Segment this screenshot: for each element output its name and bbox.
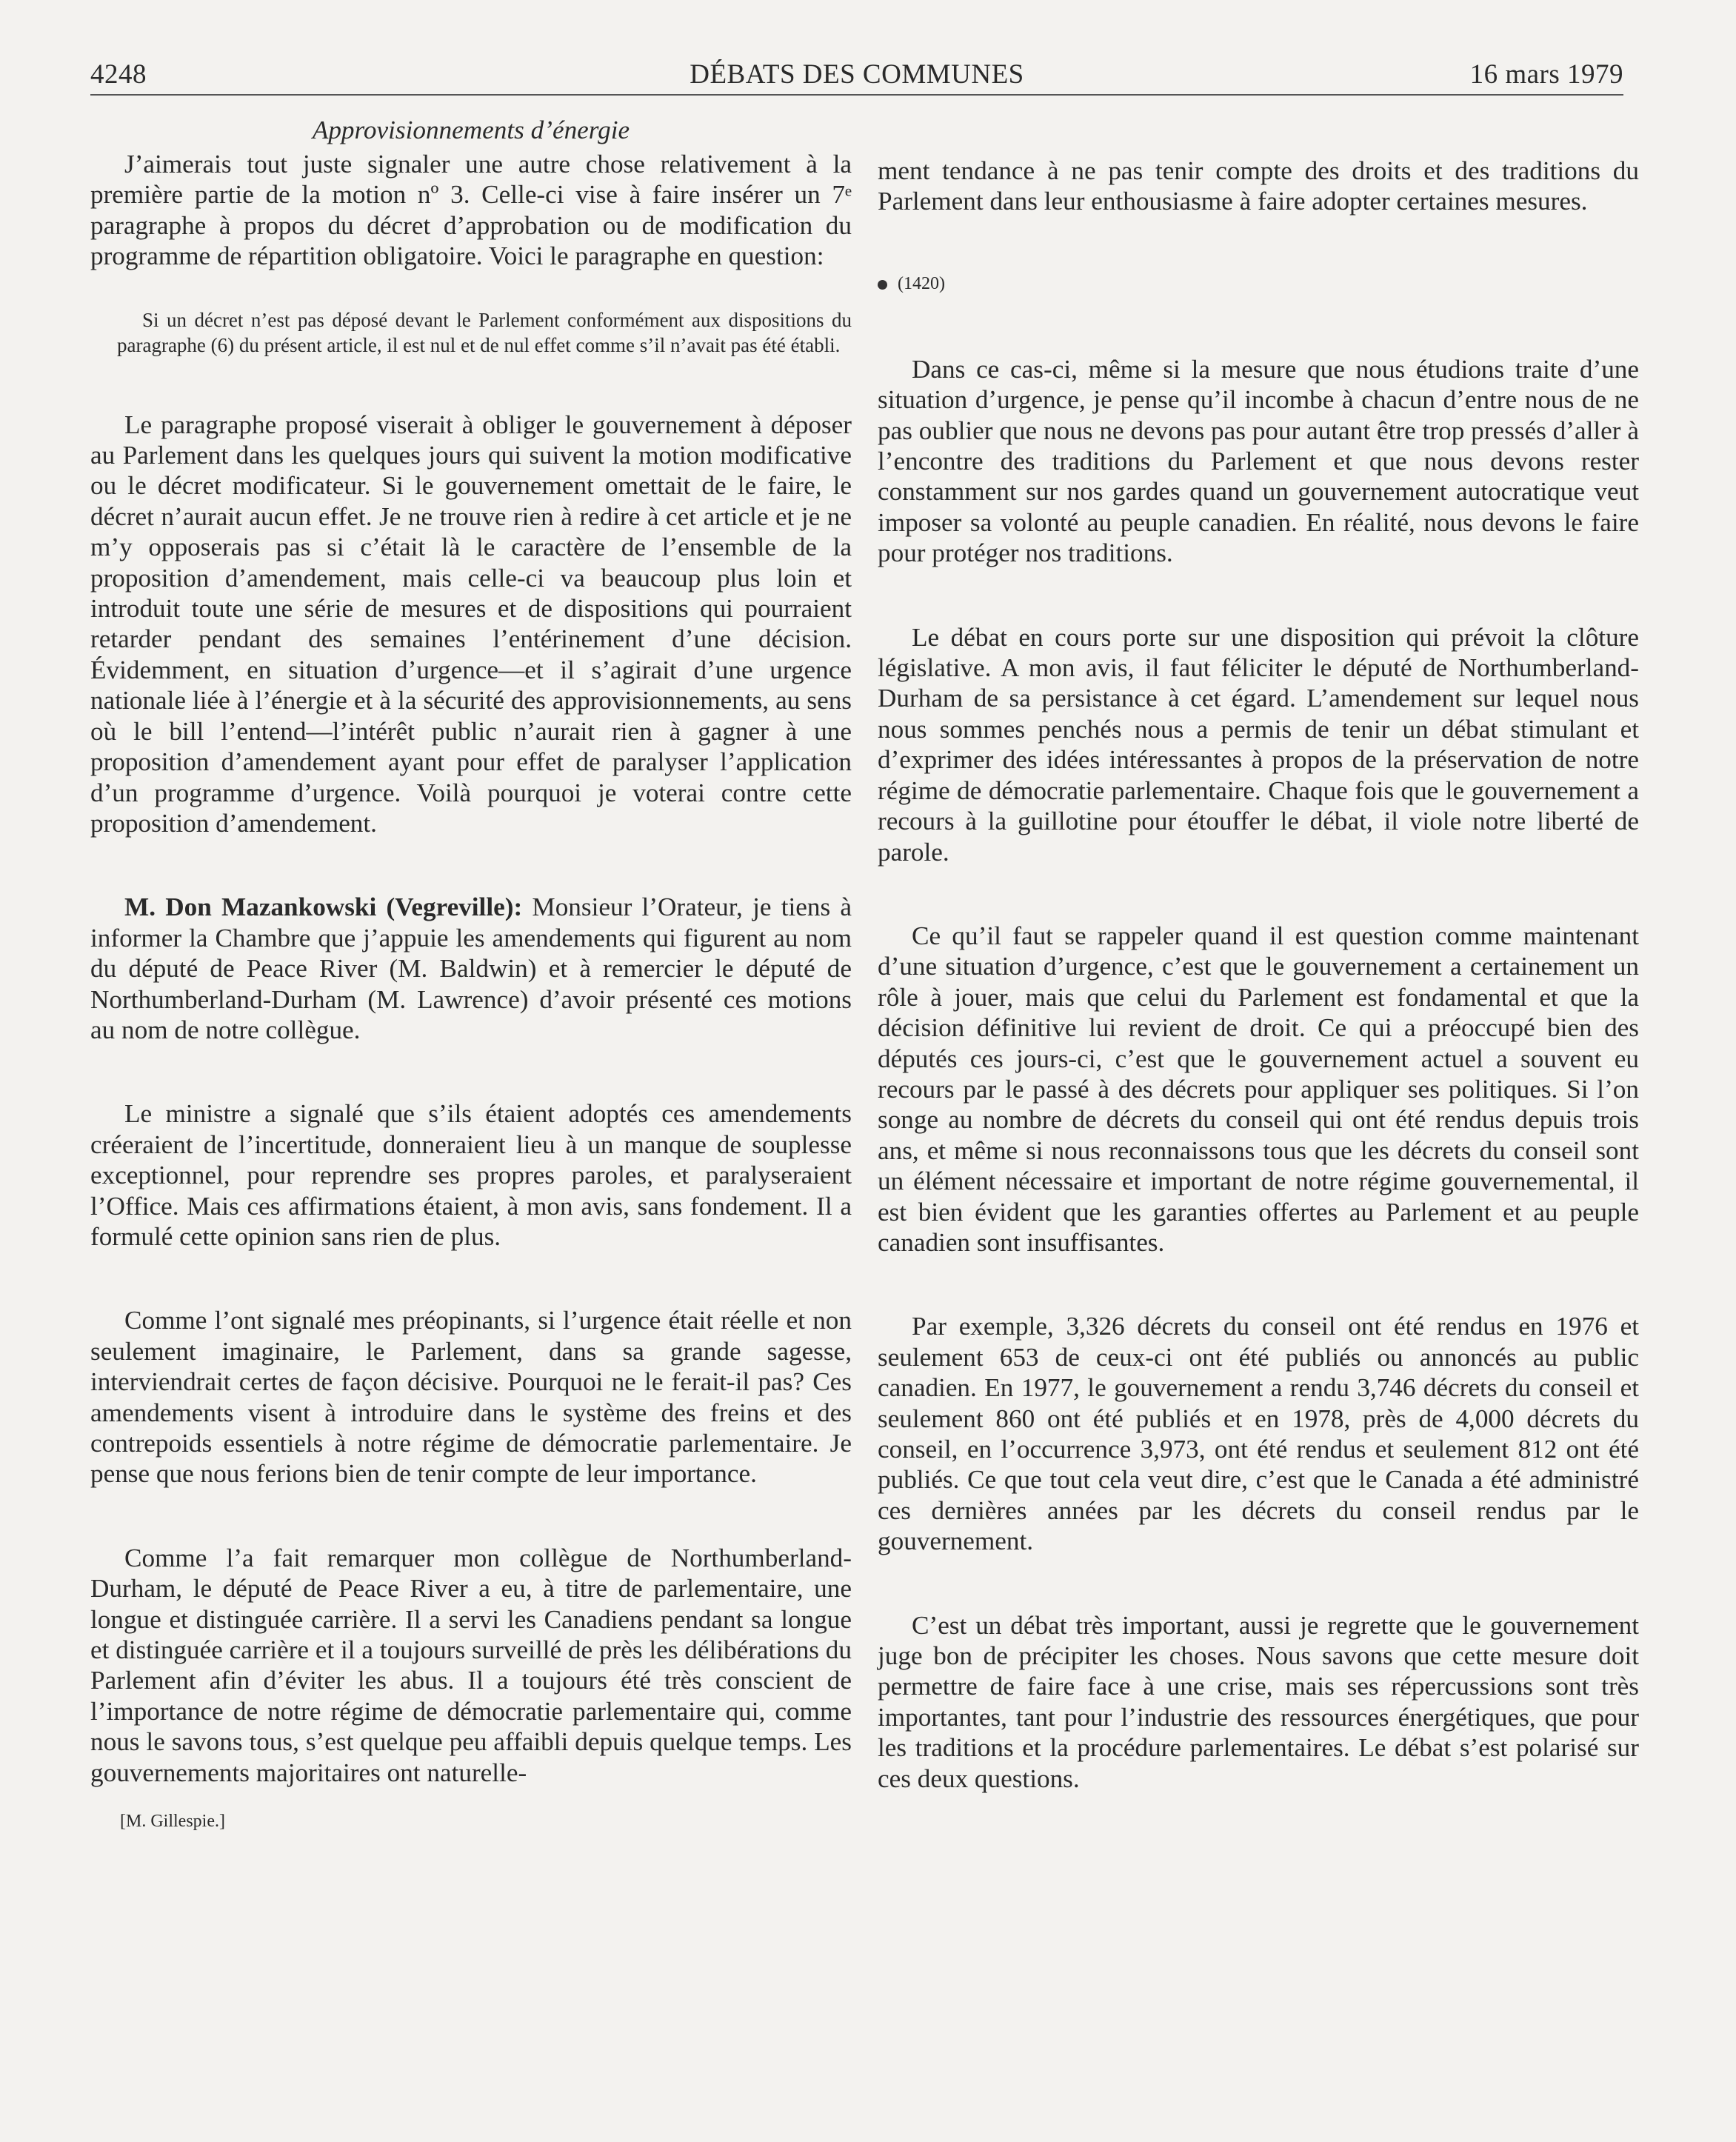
paragraph: J’aimerais tout juste signaler une autre chose relativement à la première partie de la motion nº 3. Celle-ci vise à faire insérer un 7ᵉ paragraphe à propos du décret d’approbation ou de modification du programme de répartition obligatoire. Voici le paragraphe en question: — [90, 150, 852, 271]
page-header — [90, 58, 1623, 92]
speaker-name: M. Don Mazankowski (Vegreville): — [124, 892, 523, 922]
timestamp: (1420) — [898, 273, 945, 293]
section-subtitle: Approvisionnements d’énergie — [312, 116, 630, 144]
publication-title: DÉBATS DES COMMUNES — [690, 59, 1024, 90]
speaker-footnote: [M. Gillespie.] — [120, 1812, 225, 1832]
paragraph: Comme l’ont signalé mes préopinants, si l’urgence était réelle et non seulement imaginaire, le Parlement, dans sa grande sagesse, interviendrait certes de façon décisive. Pourquoi ne le ferait-il pas? Ces amendements visent à introduire dans le système des freins et des contrepoids essentiels à notre régime de démocratie parlementaire. Je pense que nous ferions bien de tenir compte de leur importance. — [90, 1306, 852, 1489]
continued-paragraph: ment tendance à ne pas tenir compte des droits et des traditions du Parlement dans leur enthousiasme à faire adopter certaines mesures. — [878, 156, 1639, 216]
paragraph: Le paragraphe proposé viserait à obliger le gouvernement à déposer au Parlement dans les quelques jours qui suivent la motion modificative ou le décret modificateur. Si le gouvernement omettait de le faire, le décret n’aurait aucun effet. Je ne trouve rien à redire à cet article et je ne m’y opposerais pas si c’était là le caractère de l’ensemble de la proposition d’amendement, mais celle-ci va beaucoup plus loin et introduit toute une série de mesures et de dispositions qui pourraient retarder pendant des semaines l’entérinement d’une décision. Évidemment, en situation d’urgence—et il s’agirait d’une urgence nationale liée à l’énergie et à la sécurité des approvisionnements, au sens où le bill l’entend—l’intérêt public n’aurait rien à gagner à une proposition d’amendement ayant pour effet de paralyser l’application d’un programme d’urgence. Voilà pourquoi je voterai contre cette proposition d’amendement. — [90, 410, 852, 838]
left-column — [90, 115, 852, 1832]
right-column — [878, 156, 1639, 1794]
paragraph: Comme l’a fait remarquer mon collègue de Northumberland-Durham, le député de Peace River a eu, à titre de parlementaire, une longue et distinguée carrière. Il a servi les Canadiens pendant sa longue et distinguée carrière et il a toujours surveillé de près les délibérations du Parlement afin d’éviter les abus. Il a toujours été très conscient de l’importance de notre régime de démocratie parlementaire qui, comme nous le savons tous, s’est quelque peu affaibli depuis quelque temps. Les gouvernements majoritaires ont naturelle- — [90, 1543, 852, 1787]
header-rule — [90, 94, 1623, 96]
paragraph: Le débat en cours porte sur une disposition qui prévoit la clôture législative. A mon avis, il faut féliciter le député de Northumberland-Durham de sa persistance à cet égard. L’amendement sur lequel nous nous sommes penchés nous a permis de tenir un débat stimulant et d’exprimer des idées intéressantes à propos de la préservation de notre régime de démocratie parlementaire. Chaque fois que le gouvernement a recours à la guillotine pour étouffer le débat, il viole notre liberté de parole. — [878, 622, 1639, 867]
quoted-paragraph: Si un décret n’est pas déposé devant le Parlement conformément aux dispositions du paragraphe (6) du présent article, il est nul et de nul effet comme s’il n’avait pas été établi. — [117, 308, 852, 356]
page-number: 4248 — [90, 59, 147, 90]
paragraph: Le ministre a signalé que s’ils étaient adoptés ces amendements créeraient de l’incertitude, donneraient lieu à un manque de souplesse exceptionnel, pour reprendre ses propres paroles, et paralyseraient l’Office. Mais ces affirmations étaient, à mon avis, sans fondement. Il a formulé cette opinion sans rien de plus. — [90, 1099, 852, 1251]
paragraph: Dans ce cas-ci, même si la mesure que nous étudions traite d’une situation d’urgence, je pense qu’il incombe à chacun d’entre nous de ne pas oublier que nous ne devons pas pour autant être trop pressés d’aller à l’encontre des traditions du Parlement et que nous devons rester constamment sur nos gardes quand un gouvernement autocratique veut imposer sa volonté au peuple canadien. En réalité, nous devons le faire pour protéger nos traditions. — [878, 354, 1639, 568]
speaker-paragraph — [90, 892, 852, 1045]
paragraph: Ce qu’il faut se rappeler quand il est question comme maintenant d’une situation d’urgence, c’est que le gouvernement a certainement un rôle à jouer, mais que celui du Parlement est fondamental et que la décision définitive lui revient de droit. Ce qui a préoccupé bien des députés ces jours-ci, c’est que le gouvernement actuel a souvent eu recours par le passé à des décrets pour appliquer ses politiques. Si l’on songe au nombre de décrets du conseil qui ont été rendus depuis trois ans, et même si nous reconnaissons tous que les décrets du conseil sont un élément nécessaire et important de notre régime gouvernemental, il est bien évident que les garanties offertes au Parlement et au peuple canadien sont insuffisantes. — [878, 921, 1639, 1257]
paragraph: C’est un débat très important, aussi je regrette que le gouvernement juge bon de précipiter les choses. Nous savons que cette mesure doit permettre de faire face à une crise, mais ses répercussions sont très importantes, tant pour l’industrie des ressources énergétiques, que pour les traditions et la procédure parlementaires. Le débat s’est polarisé sur ces deux questions. — [878, 1610, 1639, 1793]
timestamp-marker — [878, 273, 1639, 295]
paragraph: Par exemple, 3,326 décrets du conseil ont été rendus en 1976 et seulement 653 de ceux-ci ont été publiés ou annoncés au public canadien. En 1977, le gouvernement a rendu 3,746 décrets du conseil et seulement 860 ont été publiés et en 1978, près de 4,000 décrets du conseil, en l’occurrence 3,973, ont été rendus et seulement 812 ont été publiés. Ce que tout cela veut dire, c’est que le Canada a été administré ces dernières années par les décrets du conseil rendus par le gouvernement. — [878, 1312, 1639, 1556]
bullet-icon — [878, 280, 887, 290]
header-date: 16 mars 1979 — [1469, 59, 1623, 90]
speaker-text: Monsieur l’Orateur, je tiens à informer la Chambre que j’appuie les amendements qui figurent au nom du député de Peace River (M. Baldwin) et à remercier le député de Northumberland-Durham (M. Lawrence) d’avoir présenté ces motions au nom de notre collègue. — [90, 892, 852, 1044]
